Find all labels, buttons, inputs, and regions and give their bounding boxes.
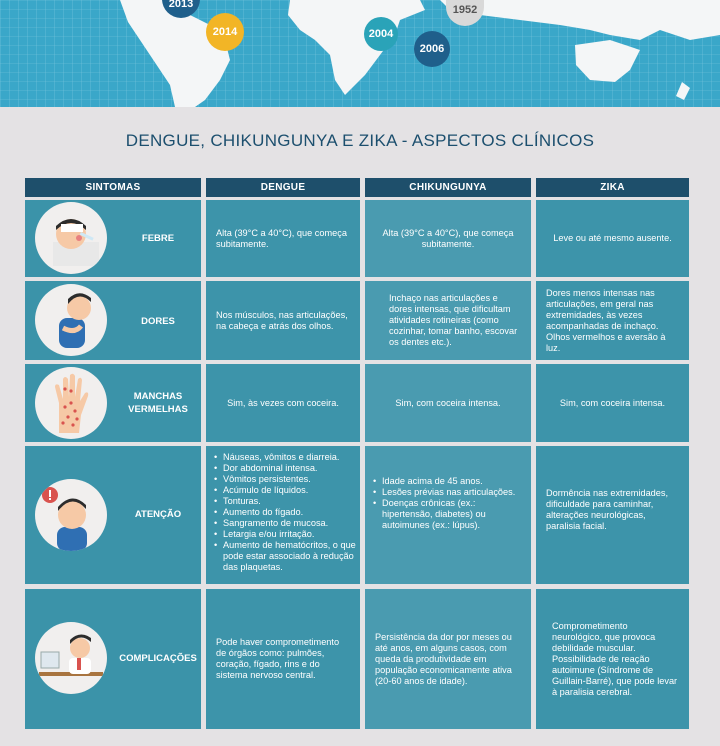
symptom-febre [25,200,201,277]
chikungunya-manchas: Sim, com coceira intensa. [365,364,531,442]
zika-febre: Leve ou até mesmo ausente. [536,200,689,277]
list-item: • Acúmulo de líquidos. [214,485,356,496]
zika-dores: Dores menos intensas nas articulações, em geral nas extremidades, às vezes acompanhadas de inchaço. Olhos vermelhos e aversão à luz. [536,281,689,360]
dengue-dores: Nos músculos, nas articulações, na cabeça e atrás dos olhos. [206,281,360,360]
list-item: • Letargia e/ou irritação. [214,529,356,540]
symptom-label-complicacoes: COMPLICAÇÕES [119,653,197,664]
symptom-label-dores: DORES [141,316,175,327]
chikungunya-atencao [365,446,531,584]
list-item: • Idade acima de 45 anos. [373,476,521,487]
list-item: • Aumento do fígado. [214,507,356,518]
year-badge-2004: 2004 [364,17,398,51]
symptom-complicacoes [25,589,201,729]
chikungunya-dores: Inchaço nas articulações e dores intensas, que dificultam atividades rotineiras (como cozinhar, tomar banho, escovar os dentes etc.). [365,281,531,360]
symptom-label-atencao: ATENÇÃO [134,509,182,520]
list-item: • Doenças crônicas (ex.: hipertensão, diabetes) ou autoimunes (ex.: lúpus). [373,498,521,531]
chikungunya-atencao-list [373,476,521,531]
page-title: DENGUE, CHIKUNGUNYA E ZIKA - ASPECTOS CLÍNICOS [125,131,595,150]
list-item: • Sangramento de mucosa. [214,518,356,529]
year-badge-2013: 2013 [162,0,200,18]
header-zika: ZIKA [536,178,689,197]
dengue-complicacoes: Pode haver comprometimento de órgãos como: pulmões, coração, fígado, rins e do sistema nervoso central. [206,589,360,729]
symptom-dores [25,281,201,360]
year-badge-1952: 1952 [446,0,484,26]
symptom-manchas [25,364,201,442]
zika-complicacoes: Comprometimento neurológico, que provoca debilidade muscular. Possibilidade de reação autoimune (Síndrome de Guillain-Barré), que pode levar à paralisia cerebral. [536,589,689,729]
zika-atencao: Dormência nas extremidades, dificuldade para caminhar, alterações neurológicas, paralisia facial. [536,446,689,584]
fever-icon [35,202,107,274]
rash-hand-icon [35,367,107,439]
symptom-label-febre: FEBRE [141,233,175,244]
warning-person-icon [35,479,107,551]
chikungunya-complicacoes: Persistência da dor por meses ou até anos, em alguns casos, com queda da produtividade em população economicamente ativa (20-60 anos de idade). [365,589,531,729]
symptom-atencao [25,446,201,584]
list-item: • Dor abdominal intensa. [214,463,356,474]
symptom-label-manchas [113,390,203,416]
year-badge-2006: 2006 [414,31,450,67]
header-sintomas: SINTOMAS [25,178,201,197]
dengue-febre: Alta (39°C a 40°C), que começa subitamente. [206,200,360,277]
year-badge-2014: 2014 [206,13,244,51]
list-item: • Aumento de hematócritos, o que pode estar associado à redução das plaquetas. [214,540,356,573]
pain-icon [35,284,107,356]
symptom-label-manchas-line2: VERMELHAS [128,404,188,415]
list-item: • Náuseas, vômitos e diarreia. [214,452,356,463]
list-item: • Tonturas. [214,496,356,507]
dengue-manchas: Sim, às vezes com coceira. [206,364,360,442]
zika-manchas: Sim, com coceira intensa. [536,364,689,442]
dengue-atencao-list [214,452,356,573]
header-dengue: DENGUE [206,178,360,197]
header-chikungunya: CHIKUNGUNYA [365,178,531,197]
list-item: • Vômitos persistentes. [214,474,356,485]
chikungunya-febre: Alta (39°C a 40°C), que começa subitamente. [365,200,531,277]
office-worker-icon [35,622,107,694]
symptom-label-manchas-line1: MANCHAS [133,391,183,402]
map-banner [0,0,720,107]
world-map-illustration [0,0,720,107]
dengue-atencao [206,446,360,584]
list-item: • Lesões prévias nas articulações. [373,487,521,498]
